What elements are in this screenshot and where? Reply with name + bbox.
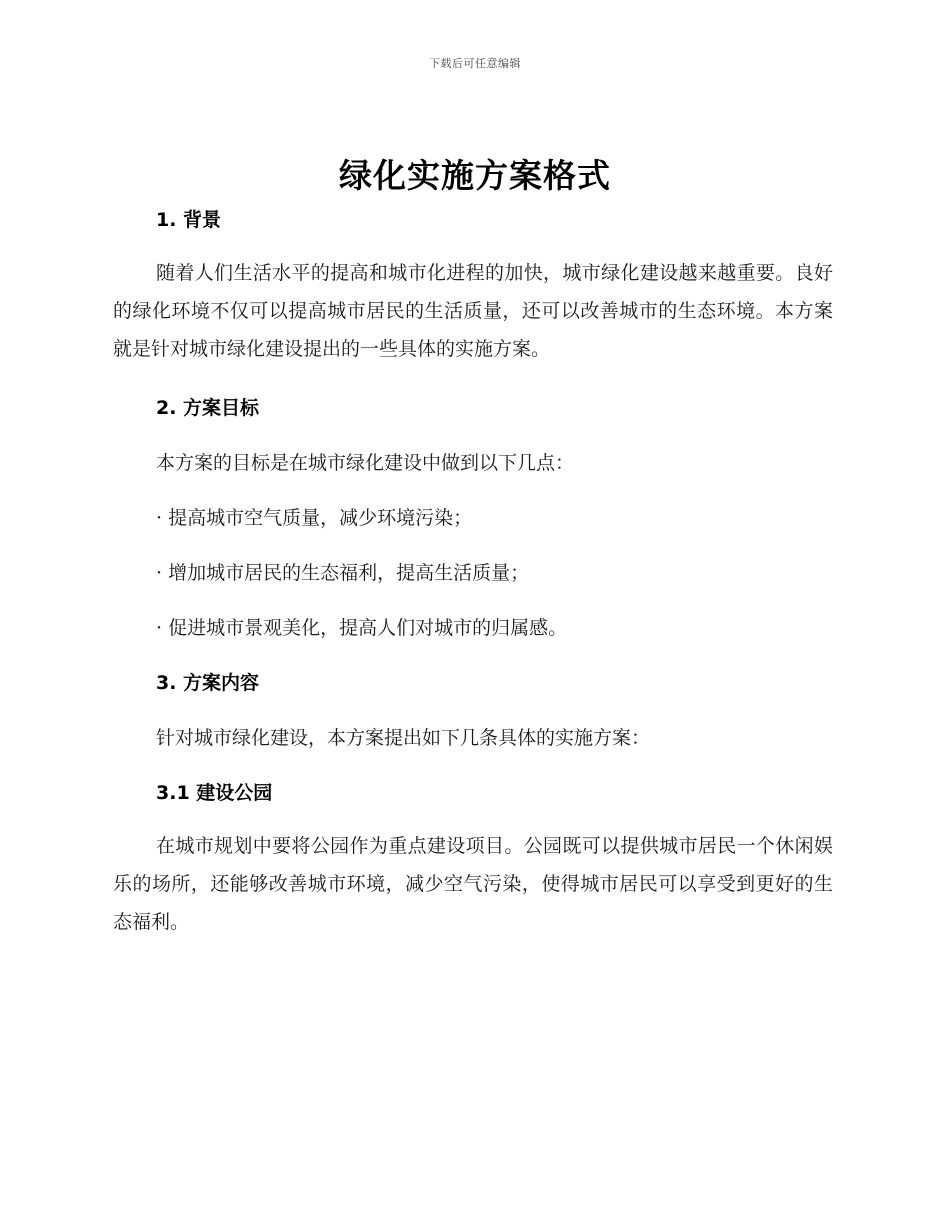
document-body <box>113 205 833 941</box>
section-heading-content: 3. 方案内容 <box>156 672 260 694</box>
content-intro: 针对城市绿化建设，本方案提出如下几条具体的实施方案： <box>156 727 651 749</box>
header-note: 下载后可任意编辑 <box>429 57 521 70</box>
section-heading-goals: 2. 方案目标 <box>156 397 260 419</box>
build-park-paragraph: 在城市规划中要将公园作为重点建设项目。公园既可以提供城市居民一个休闲娱乐的场所，还能够改善城市环境，减少空气污染，使得城市居民可以享受到更好的生态福利。 <box>113 835 833 933</box>
goal-bullet-3: · 促进城市景观美化，提高人们对城市的归属感。 <box>156 617 568 639</box>
background-paragraph: 随着人们生活水平的提高和城市化进程的加快，城市绿化建设越来越重要。良好的绿化环境不仅可以提高城市居民的生活质量，还可以改善城市的生态环境。本方案就是针对城市绿化建设提出的一些具体的实施方案。 <box>113 262 833 360</box>
section-heading-build-park: 3.1 建设公园 <box>156 782 273 804</box>
document-title: 绿化实施方案格式 <box>339 156 611 195</box>
section-heading-background: 1. 背景 <box>156 209 222 231</box>
goal-bullet-2: · 增加城市居民的生态福利，提高生活质量； <box>156 562 530 584</box>
goal-bullet-1: · 提高城市空气质量，减少环境污染； <box>156 507 473 529</box>
goals-intro: 本方案的目标是在城市绿化建设中做到以下几点： <box>156 452 575 474</box>
